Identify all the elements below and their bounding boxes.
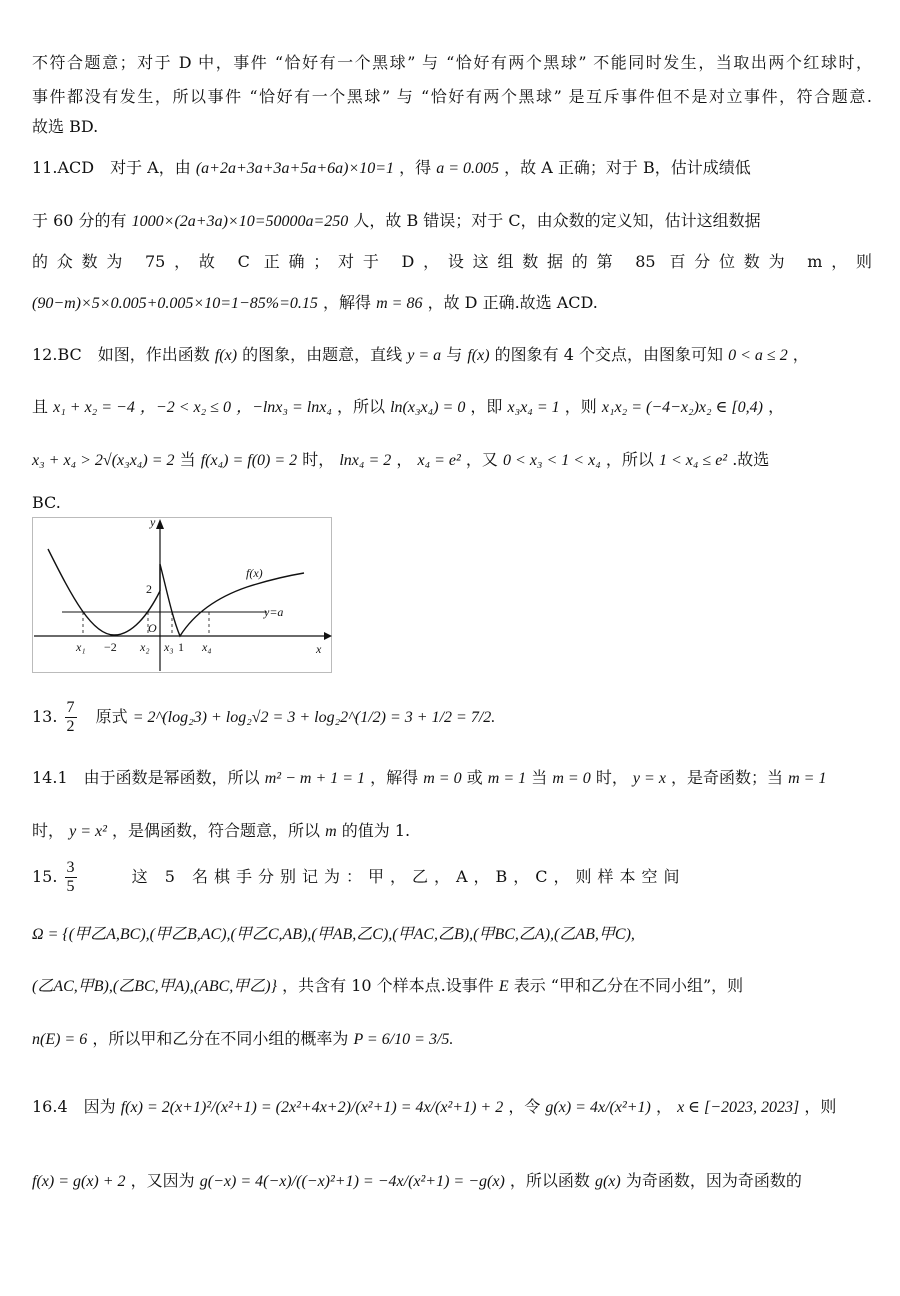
p14-line-1 — [32, 767, 872, 790]
curve-right — [160, 564, 304, 636]
p11-text: 11.ACD 对于 A，由 — [32, 158, 191, 177]
p16-expr: f(x) = g(x) + 2 — [32, 1173, 126, 1190]
p12-text: 的图象，由题意，直线 — [242, 345, 403, 364]
p12-func: f(x) — [467, 347, 490, 364]
curve-label: f(x) — [246, 566, 263, 580]
p11-line-1 — [32, 157, 872, 180]
p11-text: ，故 D 正确.故选 ACD. — [427, 293, 598, 312]
p12-text: .故选 — [732, 450, 770, 469]
p14-text: 时， — [595, 768, 628, 787]
p14-text: 当 — [531, 768, 548, 787]
p11-expr-percentile: (90−m)×5×0.005+0.005×10=1−85%=0.15 — [32, 295, 318, 312]
p12-expr: ，−2 < x₂ ≤ 0 — [139, 399, 231, 416]
p12-range-a: 0 < a ≤ 2 — [728, 347, 788, 364]
p16-text: 为奇函数，因为奇函数的 — [625, 1171, 802, 1190]
label-x2: x₂ — [140, 640, 150, 654]
p16-expr: g(x) = 4x/(x²+1) — [545, 1099, 651, 1116]
p15-line-4 — [32, 1028, 872, 1051]
p14-text: 或 — [466, 768, 483, 787]
label-x4: x₄ — [202, 640, 212, 654]
p15-answer-fraction — [65, 859, 77, 896]
p12-expr: x₁ + x₂ = −4 — [53, 399, 135, 416]
p16-expr: f(x) = 2(x+1)²/(x²+1) = (2x²+4x+2)/(x²+1) = 4x/(x²+1) + 2 — [120, 1099, 504, 1116]
p16-text: ，则 — [804, 1097, 837, 1116]
p15-line-2 — [32, 923, 872, 946]
p16-text: ， — [655, 1097, 672, 1116]
p10-line-3: 故选 BD. — [32, 117, 99, 136]
p12-text: 当 — [179, 450, 196, 469]
p12-text: ，又 — [465, 450, 498, 469]
p14-expr: m = 0 — [423, 770, 462, 787]
p12-text: 时， — [302, 450, 335, 469]
p15-expr: P = 6/10 = 3/5. — [353, 1031, 454, 1048]
p13-answer-fraction — [65, 699, 77, 736]
p13-text: 原式 — [95, 707, 128, 726]
p12-expr: lnx₄ = 2 — [339, 452, 392, 469]
p15-text: ，所以甲和乙分在不同小组的概率为 — [92, 1029, 349, 1048]
p14-expr: m² − m + 1 = 1 — [264, 770, 366, 787]
p16-line-2 — [32, 1170, 872, 1193]
p12-expr: x₁x₂ = (−4−x₂)x₂ ∈ [0,4) — [601, 399, 763, 416]
p14-var-m: m — [325, 823, 337, 840]
p11-text: ，故 A 正确；对于 B，估计成绩低 — [504, 158, 751, 177]
p11-text: 人，故 B 错误；对于 C，由众数的定义知，估计这组数据 — [353, 211, 761, 230]
p16-line-1 — [32, 1096, 872, 1119]
p14-text: 14.1 由于函数是幂函数，所以 — [32, 768, 260, 787]
p15-answer-denominator: 5 — [66, 878, 75, 895]
label-x1: x₁ — [76, 640, 86, 654]
p12-expr: x₃ + x₄ > 2√(x₃x₄) = 2 — [32, 452, 175, 469]
p15-answer-numerator: 3 — [66, 859, 75, 876]
x-axis-arrow-icon — [324, 632, 332, 640]
p11-expr-count: 1000×(2a+3a)×10=50000a=250 — [131, 213, 349, 230]
p12-text: ， — [768, 397, 785, 416]
p12-text: 的图象有 4 个交点，由图象可知 — [494, 345, 724, 364]
p14-expr: m = 1 — [487, 770, 527, 787]
p12-expr: 1 < x₄ ≤ e² — [658, 452, 728, 469]
p12-line-1 — [32, 344, 872, 367]
p16-text: ，令 — [508, 1097, 541, 1116]
p12-text: ， — [396, 450, 413, 469]
p11-line-4 — [32, 292, 872, 315]
p12-line-eq: y = a — [407, 347, 442, 364]
p13-line — [32, 697, 872, 738]
function-graph-figure — [32, 517, 332, 673]
p11-expr-sum: (a+2a+3a+3a+5a+6a)×10=1 — [195, 160, 395, 177]
label-neg2: −2 — [104, 640, 117, 654]
p12-expr: 0 < x₃ < 1 < x₄ — [503, 452, 601, 469]
p12-line-2 — [32, 396, 872, 419]
p11-text: ，解得 — [323, 293, 372, 312]
p12-text: ，所以 — [605, 450, 654, 469]
p12-text: ， — [792, 345, 809, 364]
p16-expr: g(−x) = 4(−x)/((−x)²+1) = −4x/(x²+1) = −g(x) — [199, 1173, 505, 1190]
p10-line-2: 事件都没有发生，所以事件 “恰好有一个黑球” 与 “恰好有两个黑球” 是互斥事件但不是对立事件，符合题意. — [32, 87, 872, 106]
p14-expr: y = x² — [69, 823, 107, 840]
p12-expr: x₃x₄ = 1 — [507, 399, 560, 416]
p14-text: ，是奇函数；当 — [671, 768, 784, 787]
p16-text: 16.4 因为 — [32, 1097, 116, 1116]
axis-y-label: y — [150, 517, 156, 529]
p13-answer-numerator: 7 — [66, 699, 75, 716]
y-axis-arrow-icon — [156, 519, 164, 529]
p13-expr: = 2^(log₂3) + log₂√2 = 3 + log₂2^(1/2) = 3 + 1/2 = 7/2. — [132, 709, 496, 726]
p14-expr: m = 0 — [552, 770, 591, 787]
p11-result-a: a = 0.005 — [436, 160, 500, 177]
axis-x-label: x — [316, 642, 322, 656]
p15-text: 表示 “甲和乙分在不同小组”，则 — [513, 976, 744, 995]
p15-expr: n(E) = 6 — [32, 1031, 88, 1048]
p12-text: 12.BC 如图，作出函数 — [32, 345, 210, 364]
p11-text: ，得 — [399, 158, 432, 177]
p14-text: 的值为 1. — [341, 821, 411, 840]
p12-line-3 — [32, 449, 872, 472]
p15-event-e: E — [498, 978, 509, 995]
line-label: y=a — [264, 605, 284, 619]
p12-func: f(x) — [214, 347, 238, 364]
tick-label-2: 2 — [146, 582, 152, 596]
p16-expr: x ∈ [−2023, 2023] — [677, 1099, 800, 1116]
p12-expr: x₄ = e² — [417, 452, 461, 469]
p13-number: 13. — [32, 707, 58, 726]
p14-line-2 — [32, 820, 872, 843]
p15-sample-space: Ω = {(甲乙A,BC),(甲乙B,AC),(甲乙C,AB),(甲AB,乙C),(甲AC,乙B),(甲BC,乙A),(乙AB,甲C), — [32, 926, 635, 943]
p12-text: 且 — [32, 397, 49, 416]
p11-text: 于 60 分的有 — [32, 211, 127, 230]
p15-line-3 — [32, 975, 872, 998]
p15-line-1 — [32, 857, 872, 897]
p15-sample-space-cont: (乙AC,甲B),(乙BC,甲A),(ABC,甲乙)} — [32, 978, 278, 995]
p16-expr: g(x) — [594, 1173, 621, 1190]
p11-line-3: 的众数为 75，故 C 正确；对于 D，设这组数据的第 85 百分位数为 m，则 — [32, 252, 872, 271]
p14-text: ，是偶函数，符合题意，所以 — [112, 821, 321, 840]
p12-text: ，即 — [470, 397, 503, 416]
p12-expr: ln(x₃x₄) = 0 — [390, 399, 466, 416]
label-1: 1 — [178, 640, 184, 654]
function-graph — [32, 517, 332, 673]
p15-text: ，共含有 10 个样本点.设事件 — [282, 976, 494, 995]
p16-text: ，所以函数 — [509, 1171, 590, 1190]
p11-line-2 — [32, 210, 872, 233]
p15-text: 这 5 名棋手分别记为：甲，乙，A，B，C，则样本空间 — [131, 867, 686, 886]
p12-expr: f(x₄) = f(0) = 2 — [200, 452, 298, 469]
p12-line-4: BC. — [32, 493, 61, 512]
p14-expr: y = x — [632, 770, 666, 787]
label-x3: x₃ — [164, 640, 174, 654]
p15-number: 15. — [32, 867, 58, 886]
p14-expr: m = 1 — [788, 770, 827, 787]
p14-text: 时， — [32, 821, 65, 840]
curve-left — [48, 549, 160, 635]
p12-expr: ，−lnx₃ = lnx₄ — [236, 399, 332, 416]
p12-text: ，则 — [564, 397, 597, 416]
p10-line-1: 不符合题意；对于 D 中，事件 “恰好有一个黑球” 与 “恰好有两个黑球” 不能同时发生，当取出两个红球时， — [32, 53, 872, 72]
p11-result-m: m = 86 — [376, 295, 423, 312]
origin-label: O — [148, 621, 157, 635]
p12-text: 与 — [446, 345, 463, 364]
p14-text: ，解得 — [370, 768, 419, 787]
p13-answer-denominator: 2 — [66, 718, 75, 735]
p12-text: ，所以 — [336, 397, 385, 416]
p16-text: ，又因为 — [130, 1171, 195, 1190]
